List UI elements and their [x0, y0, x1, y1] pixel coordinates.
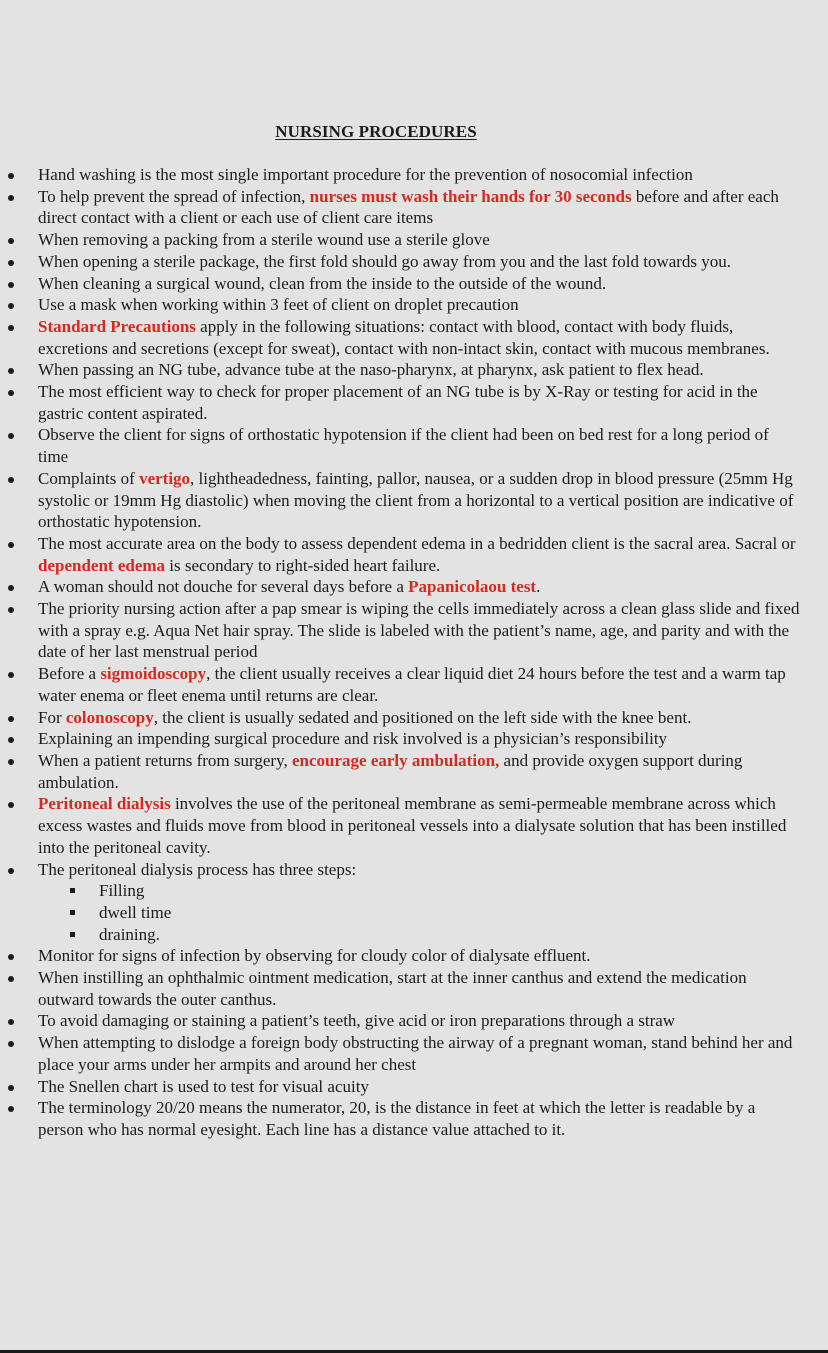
item-text: For [38, 707, 66, 727]
list-item [0, 316, 800, 359]
list-item [0, 967, 800, 1010]
list-item [0, 381, 800, 424]
item-text: The most efficient way to check for proper placement of an NG tube is by X-Ray or testing for acid in the gastric content aspirated. [38, 382, 758, 423]
list-item [0, 533, 800, 576]
list-item [0, 251, 800, 273]
item-text: Complaints of [38, 468, 140, 488]
list-item [0, 859, 800, 946]
item-text: Explaining an impending surgical procedure and risk involved is a physician’s responsibility [38, 729, 668, 749]
list-item [0, 424, 800, 467]
sub-list-item: Filling [38, 880, 800, 902]
item-text: Hand washing is the most single important procedure for the prevention of nosocomial infection [38, 165, 693, 184]
item-text: To help prevent the spread of infection, [38, 186, 310, 206]
item-text: When removing a packing from a sterile wound use a sterile glove [38, 230, 490, 250]
item-text: involves the use of the peritoneal membrane as semi-permeable membrane across which excess wastes and fluids move from blood in peritoneal vessels into a dialysate solution that has been instilled into the peritoneal cavity. [38, 794, 787, 857]
item-text: , lightheadedness, fainting, pallor, nausea, or a sudden drop in blood pressure (25mm Hg systolic or 19mm Hg diastolic) when moving the client from a horizontal to a vertical position are indicative of orthostatic hypotension. [38, 468, 794, 532]
item-text: Use a mask when working within 3 feet of client on droplet precaution [38, 295, 519, 315]
list-item [0, 945, 800, 967]
sub-list [38, 880, 800, 945]
item-text: When attempting to dislodge a foreign body obstructing the airway of a pregnant woman, stand behind her and place your arms under her armpits and around her chest [38, 1033, 793, 1074]
list-item [0, 186, 800, 229]
list-item [0, 728, 800, 750]
list-item [0, 1076, 800, 1098]
highlighted-term: encourage early ambulation, [291, 750, 500, 770]
highlighted-term: vertigo [139, 468, 191, 488]
list-item [0, 468, 800, 533]
list-item [0, 598, 800, 663]
highlighted-term: dependent edema [38, 555, 166, 575]
highlighted-term: Papanicolaou test [408, 577, 537, 597]
item-text: Monitor for signs of infection by observing for cloudy color of dialysate effluent. [38, 946, 591, 966]
list-item [0, 229, 800, 251]
list-item [0, 793, 800, 858]
highlighted-term: nurses must wash their hands for 30 seconds [309, 186, 632, 206]
item-text: When a patient returns from surgery, [38, 750, 292, 770]
item-text: The Snellen chart is used to test for visual acuity [38, 1076, 369, 1096]
list-item [0, 1010, 800, 1032]
item-text: and provide oxygen support during ambulation. [38, 750, 743, 792]
procedure-list [0, 164, 800, 1141]
item-text: The terminology 20/20 means the numerator, 20, is the distance in feet at which the letter is readable by a person who has normal eyesight. Each line has a distance value attached to it. [38, 1098, 756, 1139]
highlighted-term: Peritoneal dialysis [38, 794, 171, 814]
page-title: NURSING PROCEDURES [275, 122, 477, 141]
item-text: apply in the following situations: contact with blood, contact with body fluids, excretions and secretions (except for sweat), contact with non-intact skin, contact with mucous membranes. [38, 316, 770, 358]
item-text: To avoid damaging or staining a patient’s teeth, give acid or iron preparations through a straw [38, 1011, 676, 1031]
item-text: , the client usually receives a clear liquid diet 24 hours before the test and a warm tap water enema or fleet enema until returns are clear. [38, 664, 786, 705]
item-text: , the client is usually sedated and positioned on the left side with the knee bent. [153, 707, 692, 727]
item-text: The priority nursing action after a pap smear is wiping the cells immediately across a clean glass slide and fixed with a spray e.g. Aqua Net hair spray. The slide is labeled with the patient’s name, age, and parity and with the date of her last menstrual period [38, 599, 800, 662]
item-text: Before a [38, 664, 101, 684]
highlighted-term: Standard Precautions [38, 316, 196, 336]
list-item [0, 164, 800, 186]
list-item [0, 294, 800, 316]
item-text: Observe the client for signs of orthostatic hypotension if the client had been on bed rest for a long period of time [38, 425, 769, 467]
list-item [0, 1032, 800, 1075]
list-item [0, 1097, 800, 1140]
item-text: The peritoneal dialysis process has three steps: [38, 859, 357, 879]
list-item [0, 576, 800, 598]
item-text: The most accurate area on the body to assess dependent edema in a bedridden client is the sacral area. Sacral or [38, 533, 796, 553]
item-text: before and after each direct contact with a client or each use of client care items [38, 186, 779, 228]
item-text: When opening a sterile package, the first fold should go away from you and the last fold towards you. [38, 251, 732, 271]
item-text: . [536, 577, 541, 597]
list-item [0, 750, 800, 793]
item-text: is secondary to right-sided heart failure. [165, 555, 441, 575]
sub-list-item: dwell time [38, 902, 800, 924]
highlighted-term: sigmoidoscopy [100, 664, 207, 684]
item-text: When passing an NG tube, advance tube at the naso-pharynx, at pharynx, ask patient to flex head. [38, 360, 704, 380]
sub-list-item: draining. [38, 924, 800, 946]
list-item [0, 663, 800, 706]
list-item [0, 273, 800, 295]
item-text: A woman should not douche for several days before a [38, 577, 409, 597]
item-text: When instilling an ophthalmic ointment medication, start at the inner canthus and extend the medication outward towards the outer canthus. [38, 968, 747, 1009]
list-item [0, 359, 800, 381]
item-text: When cleaning a surgical wound, clean from the inside to the outside of the wound. [38, 273, 607, 293]
list-item [0, 707, 800, 729]
highlighted-term: colonoscopy [65, 707, 154, 727]
